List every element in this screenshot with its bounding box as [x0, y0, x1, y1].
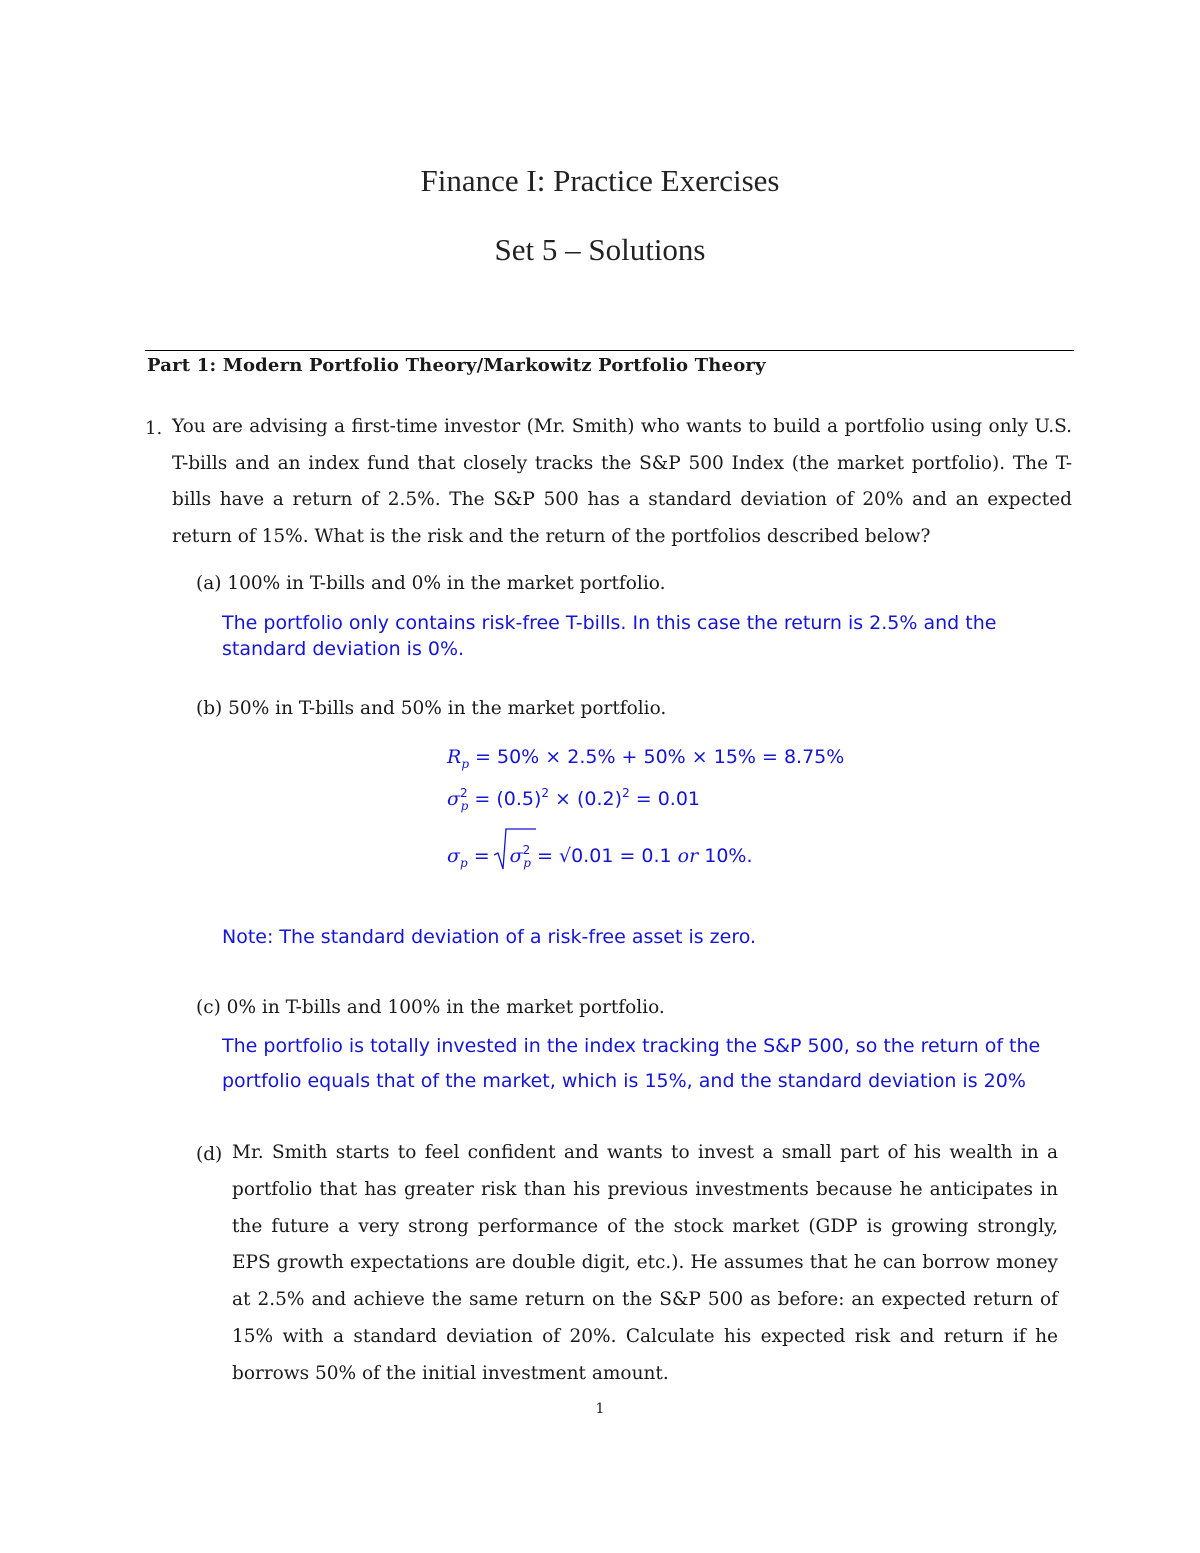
part-d-text: Mr. Smith starts to feel confident and wants to invest a small part of his wealth in a portfolio that has greater risk than his previous investments because he anticipates in the future a very strong performance of the stock market (GDP is growing strongly, EPS growth expectations are double digit, etc.). He assumes that he can borrow money at 2.5% and achieve the same return on the S&P 500 as before: an expected return of 15% with a standard deviation of 20%. Calculate his expected risk and return if he borrows 50% of the initial investment amount. [232, 1142, 1058, 1384]
equation-stddev: $\sigma_p$ = $\sigma^2_p = √0.01 = 0.1$ or 10%. [447, 843, 753, 870]
equation-variance-part3: = 0.01 [629, 788, 701, 810]
part-c-answer: The portfolio is totally invested in the index tracking the S&P 500, so the return of the portfolio equals that of the market, which is 15%, and the standard deviation is 20% [222, 1035, 1041, 1092]
part-d-label: (d) [196, 1144, 223, 1165]
document-title: Finance I: Practice Exercises [420, 163, 780, 198]
equation-or: or [677, 845, 699, 867]
page-number: 1 [595, 1401, 605, 1417]
part-b-label: (b) 50% in T-bills and 50% in the market portfolio. [196, 698, 667, 719]
question-text: You are advising a first-time investor (Mr. Smith) who wants to build a portfolio using only U.S. T-bills and an index fund that closely tracks the S&P 500 Index (the market portfolio). The T-bills have a return of 2.5%. The S&P 500 has a standard deviation of 20% and an expected return of 15%. What is the risk and the return of the portfolios described below? [172, 416, 1072, 547]
equation-variance: $\sigma^2_p = (0.5)^2 \times (0.2)^2 = 0.01$ [447, 786, 701, 813]
equation-variance-part1: = (0.5) [474, 788, 542, 810]
equation-stddev-rhs: = √0.01 = 0.1 [537, 845, 672, 867]
document-subtitle: Set 5 – Solutions [494, 232, 706, 267]
question-number: 1. [145, 418, 163, 439]
sqrt-sigma-squared: $\sigma^2_p$ [496, 843, 531, 870]
part-b-note: Note: The standard deviation of a risk-free asset is zero. [222, 926, 757, 948]
equation-return-rhs: = 50% × 2.5% + 50% × 15% = 8.75% [475, 746, 845, 768]
part-a-label: (a) 100% in T-bills and 0% in the market portfolio. [196, 573, 666, 594]
part-c-label: (c) 0% in T-bills and 100% in the market portfolio. [196, 997, 665, 1018]
section-rule [145, 350, 1074, 351]
part-a-answer: The portfolio only contains risk-free T-bills. In this case the return is 2.5% and the standard deviation is 0%. [222, 612, 997, 660]
part-heading: Part 1: Modern Portfolio Theory/Markowitz Portfolio Theory [147, 355, 766, 376]
equation-stddev-result: 10%. [704, 845, 753, 867]
sqrt-symbol-icon [492, 825, 538, 873]
equation-return: $R_p = 50\% \times 2.5\% + 50\% \times 15\% = 8.75\%$ [447, 746, 845, 771]
equation-variance-part2: × (0.2) [549, 788, 623, 810]
